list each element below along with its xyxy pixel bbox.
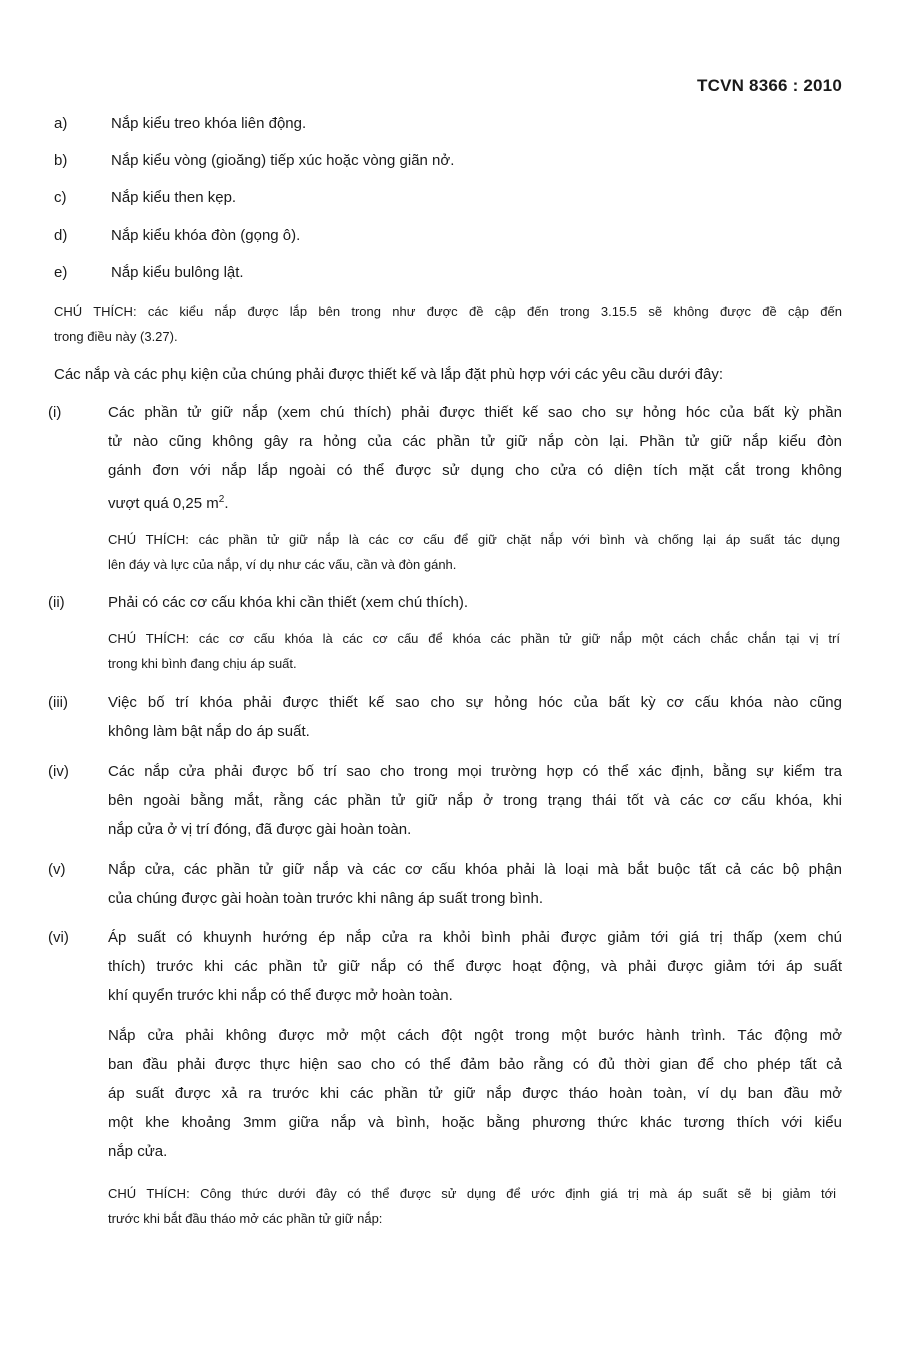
requirement-ii-label: (ii) (48, 594, 65, 611)
requirement-i-text (108, 398, 842, 518)
requirement-line: thích) trước khi các phần tử giữ nắp có thể được hoạt động, và phải được giảm tới áp suất (108, 958, 842, 975)
requirement-iv-text (108, 757, 842, 844)
area-exponent: 2 (218, 494, 225, 505)
requirement-line: nắp cửa ở vị trí đóng, đã được gài hoàn toàn. (108, 821, 412, 838)
requirement-line: Áp suất có khuynh hướng ép nắp cửa ra khỏi bình phải được giảm tới giá trị thấp (xem chú (108, 929, 842, 946)
note-line: trong điều này (3.27). (54, 329, 178, 344)
requirement-i-label: (i) (48, 404, 62, 421)
list-item-label: a) (54, 115, 68, 132)
requirement-line: gánh đơn với nắp lắp ngoài có thể được sử dụng cho cửa có diện tích mặt cắt trong không (108, 462, 842, 479)
requirement-line: Các phần tử giữ nắp (xem chú thích) phải được thiết kế sao cho sự hỏng hóc của bất kỳ phần (108, 404, 842, 421)
note-line: trong khi bình đang chịu áp suất. (108, 656, 297, 671)
requirement-v-text (108, 855, 842, 913)
requirement-line: tử nào cũng không gây ra hỏng của các phần tử giữ nắp còn lại. Phần tử giữ nắp kiểu đòn (108, 433, 842, 450)
list-item-label: c) (54, 189, 67, 206)
requirement-iii-label: (iii) (48, 694, 68, 711)
note-retaining-elements (108, 527, 840, 577)
requirement-line: nắp cửa. (108, 1143, 168, 1160)
requirement-line: Nắp cửa, các phần tử giữ nắp và các cơ cấu khóa phải là loại mà bắt buộc tất cả các bộ phận (108, 861, 842, 878)
requirement-line: của chúng được gài hoàn toàn trước khi nâng áp suất trong bình. (108, 890, 544, 907)
note-line: lên đáy và lực của nắp, ví dụ như các vấu, cần và đòn gánh. (108, 557, 457, 572)
intro-text: Các nắp và các phụ kiện của chúng phải được thiết kế và lắp đặt phù hợp với các yêu cầu dưới đây: (54, 366, 723, 383)
requirement-vi-text (108, 923, 842, 1010)
note-line: CHÚ THÍCH: các cơ cấu khóa là các cơ cấu để khóa các phần tử giữ nắp một cách chắc chắn tại vị trí (108, 631, 840, 646)
line-end: . (224, 495, 229, 512)
requirement-line: áp suất được xả ra trước khi các phần tử giữ nắp được tháo hoàn toàn, ví dụ ban đầu mở (108, 1085, 842, 1102)
note-locking-devices (108, 626, 840, 676)
list-item-label: b) (54, 152, 68, 169)
intro-paragraph (54, 360, 844, 389)
note-line: CHÚ THÍCH: Công thức dưới đây có thể được sử dụng để ước định giá trị mà áp suất sẽ bị giảm tới (108, 1186, 836, 1201)
area-value: vượt quá 0,25 m (108, 495, 219, 512)
list-item-text: Nắp kiểu then kẹp. (111, 189, 237, 206)
requirement-vi-label: (vi) (48, 929, 69, 946)
requirement-line: khí quyển trước khi nắp có thể được mở hoàn toàn. (108, 987, 453, 1004)
requirement-line: ban đầu phải được thực hiện sao cho có thể đảm bảo rằng có đủ thời gian để cho phép tất cả (108, 1056, 842, 1073)
requirement-v-label: (v) (48, 861, 66, 878)
list-item-label: d) (54, 227, 68, 244)
note-line: CHÚ THÍCH: các phần tử giữ nắp là các cơ cấu để giữ chặt nắp với bình và chống lại áp suất tác dụng (108, 532, 840, 547)
requirement-line: Phải có các cơ cấu khóa khi cần thiết (xem chú thích). (108, 594, 469, 611)
requirement-vi-paragraph-2 (108, 1021, 842, 1166)
list-item-text: Nắp kiểu vòng (gioăng) tiếp xúc hoặc vòng giãn nở. (111, 152, 455, 169)
requirement-line: bên ngoài bằng mắt, rằng các phần tử giữ nắp ở trong trạng thái tốt và các cơ cấu khóa, khi (108, 792, 842, 809)
requirement-line: không làm bật nắp do áp suất. (108, 723, 310, 740)
note-formula (108, 1181, 836, 1231)
requirement-iii-text (108, 688, 842, 746)
requirement-iv-label: (iv) (48, 763, 69, 780)
standard-code-header: TCVN 8366 : 2010 (697, 76, 842, 95)
requirement-line: Các nắp cửa phải được bố trí sao cho trong mọi trường hợp có thể xác định, bằng sự kiểm tra (108, 763, 842, 780)
requirement-line (108, 485, 842, 518)
note-line: CHÚ THÍCH: các kiểu nắp được lắp bên trong như được đề cập đến trong 3.15.5 sẽ không được đề cập đến (54, 304, 842, 319)
note-line: trước khi bắt đầu tháo mở các phần tử giữ nắp: (108, 1211, 383, 1226)
list-item-text: Nắp kiểu treo khóa liên động. (111, 115, 307, 132)
note-lid-types (54, 299, 842, 349)
requirement-line: một khe khoảng 3mm giữa nắp và bình, hoặc bằng phương thức khác tương thích với kiểu (108, 1114, 842, 1131)
list-item-text: Nắp kiểu bulông lật. (111, 264, 244, 281)
requirement-ii-text (108, 588, 842, 617)
requirement-line: Nắp cửa phải không được mở một cách đột ngột trong một bước hành trình. Tác động mở (108, 1027, 842, 1044)
list-item-label: e) (54, 264, 68, 281)
list-item-text: Nắp kiểu khóa đòn (gọng ô). (111, 227, 301, 244)
requirement-line: Việc bố trí khóa phải được thiết kế sao cho sự hỏng hóc của bất kỳ cơ cấu khóa nào cũng (108, 694, 842, 711)
